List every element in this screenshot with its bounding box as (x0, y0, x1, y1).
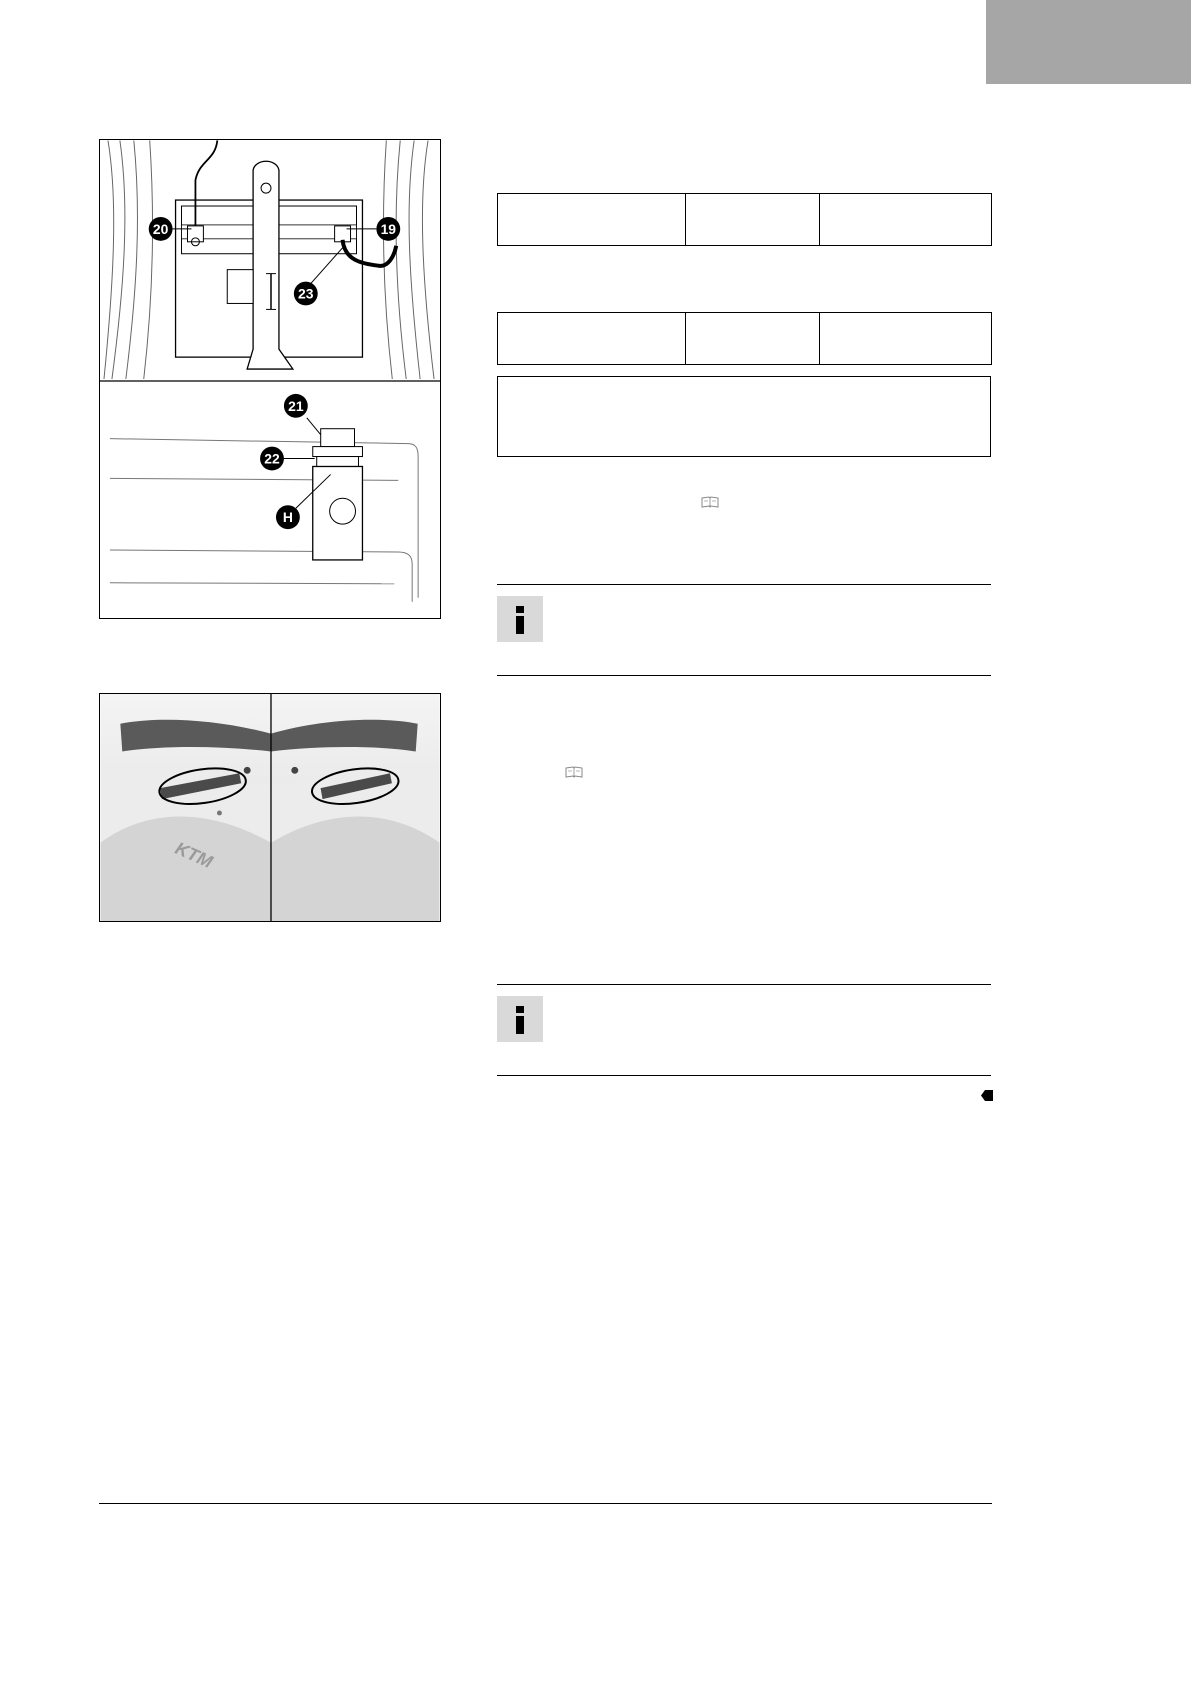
callout-21: 21 (288, 397, 304, 414)
figure-exhaust-marking-photo (100, 694, 440, 921)
spec-table-1 (497, 193, 992, 246)
info-icon (497, 596, 543, 642)
manual-reference-icon[interactable] (565, 766, 583, 778)
callout-22: 22 (264, 450, 280, 467)
chapter-tab-marker (986, 0, 1191, 84)
table-cell (820, 313, 992, 365)
end-of-section-icon (981, 1090, 993, 1101)
table-cell (686, 313, 820, 365)
ktm-brand-mark: KTM (172, 837, 216, 872)
manual-reference-icon[interactable] (701, 496, 719, 508)
table-cell (820, 194, 992, 246)
table-cell (498, 194, 686, 246)
callout-19: 19 (380, 220, 397, 237)
callout-20: 20 (152, 220, 169, 237)
table-row (498, 194, 992, 246)
info-note-top-rule (497, 984, 991, 985)
info-icon (497, 996, 543, 1042)
table-cell (686, 194, 820, 246)
callout-23: 23 (298, 285, 314, 302)
figure-battery-terminals (99, 139, 441, 619)
spec-text-box (497, 376, 991, 457)
figure-battery-terminals-drawing (100, 140, 440, 618)
spec-table-2 (497, 312, 992, 365)
callout-H: H (282, 509, 293, 526)
table-row (498, 313, 992, 365)
table-cell (498, 313, 686, 365)
info-note-top-rule (497, 584, 991, 585)
footer-rule (99, 1503, 992, 1504)
figure-exhaust-marking (99, 693, 441, 922)
info-note-bottom-rule (497, 1075, 991, 1076)
info-note-bottom-rule (497, 675, 991, 676)
